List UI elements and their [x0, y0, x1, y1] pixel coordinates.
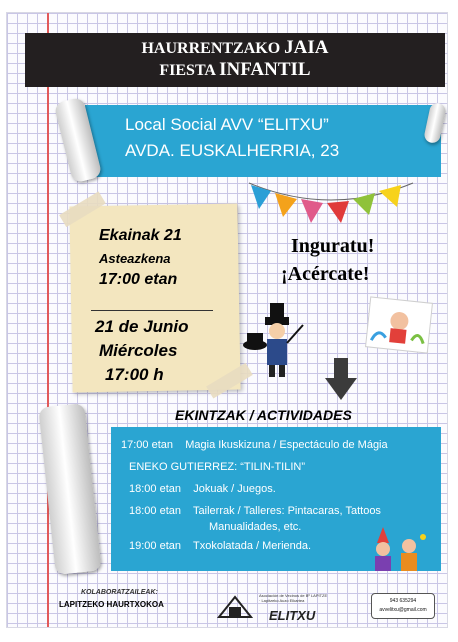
activity-row-6	[129, 540, 311, 552]
activity-text-1: Magia Ikuskizuna / Espectáculo de Mágia	[185, 439, 388, 451]
header-line-2	[25, 59, 445, 81]
activity-row-3	[129, 483, 276, 495]
contact-email: avvelitxu@gmail.com	[379, 607, 427, 613]
header-line2-b: INFANTIL	[219, 59, 311, 80]
date-divider	[91, 310, 213, 311]
header-line1-a: HAURRENTZAKO	[141, 40, 281, 57]
down-arrow-icon	[325, 358, 357, 400]
contact-phone: 943 635294	[389, 598, 417, 604]
activity-text-3: Jokuak / Juegos.	[193, 483, 276, 495]
activity-text-5: Manualidades, etc.	[209, 521, 302, 533]
callout-eu: Inguratu!	[291, 235, 375, 257]
header-line2-a: FIESTA	[159, 62, 216, 79]
collaborator-org: LAPITZEKO HAURTXOKOA	[59, 600, 164, 609]
activity-text-4: Tailerrak / Talleres: Pintacaras, Tattoos	[193, 505, 381, 517]
activity-row-5	[209, 521, 301, 533]
header-line1-b: JAIA	[284, 37, 329, 58]
flag-5	[353, 193, 375, 215]
association-name: Asociación de Vecinos de Bº LAPITZE · Lapitzeko Auzo Elkartea	[259, 593, 328, 603]
header-banner	[25, 33, 445, 87]
header-line-1	[25, 37, 445, 59]
collaborators-title: KOLABORATZAILEAK:	[81, 589, 158, 596]
flag-6	[379, 185, 401, 207]
poster	[6, 12, 448, 628]
flag-3	[301, 199, 323, 223]
contact-box	[371, 593, 435, 619]
activity-time-1: 17:00 etan	[121, 439, 173, 451]
kids-party-illustration	[369, 525, 429, 573]
activities-title: EKINTZAK / ACTIVIDADES	[175, 407, 352, 423]
venue-banner	[85, 105, 441, 177]
activity-time-3: 18:00 etan	[129, 483, 181, 495]
activity-time-6: 19:00 etan	[129, 540, 181, 552]
weekday-es: Miércoles	[99, 341, 178, 360]
time-es: 17:00 h	[105, 365, 164, 384]
magician-illustration	[239, 301, 309, 381]
time-eu: 17:00 etan	[99, 271, 178, 288]
weekday-eu: Asteazkena	[99, 251, 171, 266]
elitxu-name: ELITXU	[269, 608, 316, 623]
flag-1	[251, 185, 271, 209]
activity-time-4: 18:00 etan	[129, 505, 181, 517]
date-eu: Ekainak 21	[99, 227, 182, 244]
callout-es: ¡Acércate!	[281, 263, 370, 285]
activity-row-4	[129, 505, 381, 517]
activity-row-2	[129, 461, 305, 473]
notebook-margin-line	[47, 13, 49, 627]
activity-row-1	[121, 439, 388, 451]
date-es: 21 de Junio	[95, 317, 189, 336]
flag-4	[327, 201, 349, 223]
activity-text-6: Txokolatada / Merienda.	[193, 540, 312, 552]
venue-address: AVDA. EUSKALHERRIA, 23	[125, 141, 340, 160]
bunting-flags	[247, 177, 415, 233]
tape-top	[59, 191, 106, 227]
venue-name: Local Social AVV “ELITXU”	[125, 115, 329, 134]
activity-text-2: ENEKO GUTIERREZ: “TILIN-TILIN”	[129, 461, 306, 473]
children-drawing-illustration	[364, 296, 433, 354]
elitxu-logo-icon	[217, 595, 253, 619]
